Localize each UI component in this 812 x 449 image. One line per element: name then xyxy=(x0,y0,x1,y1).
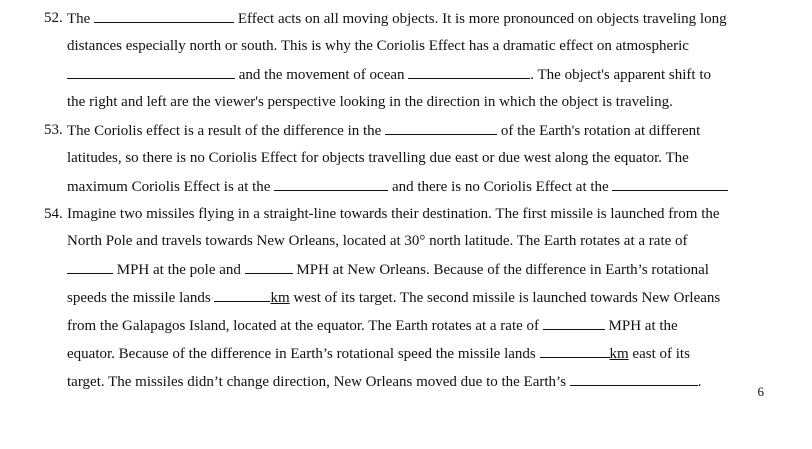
question-52-line-3 xyxy=(67,65,711,84)
question-53-line-1 xyxy=(67,121,700,140)
question-52-line-2: distances especially north or south. This is why the Coriolis Effect has a dramatic effect on atmospheric xyxy=(67,38,689,54)
question-53-number: 53. xyxy=(44,122,63,138)
q52-text: The xyxy=(67,11,91,27)
q53-text: of the Earth's rotation at different xyxy=(500,123,701,139)
q53-blank-3[interactable] xyxy=(612,177,728,191)
q52-blank-3[interactable] xyxy=(408,65,530,79)
q52-text: and the movement of ocean xyxy=(238,67,405,83)
q54-text: equator. Because of the difference in Earth’s rotational speed the missile lands xyxy=(67,346,536,362)
q52-blank-2[interactable] xyxy=(67,65,235,79)
q54-text: MPH at New Orleans. Because of the difference in Earth’s rotational xyxy=(296,262,709,278)
question-52-line-4: the right and left are the viewer's perspective looking in the direction in which the object is traveling. xyxy=(67,94,673,110)
page-number: 6 xyxy=(757,384,764,399)
q54-text: speeds the missile lands xyxy=(67,290,211,306)
question-52-line-1 xyxy=(67,9,727,28)
question-54-line-5 xyxy=(67,316,678,335)
question-54-number: 54. xyxy=(44,206,63,222)
q53-text: maximum Coriolis Effect is at the xyxy=(67,179,271,195)
q52-text: . The object's apparent shift to xyxy=(530,67,711,83)
q54-text: west of its target. The second missile is launched towards New Orleans xyxy=(293,290,721,306)
question-54-line-3 xyxy=(67,260,709,279)
q54-blank-6[interactable] xyxy=(570,372,698,386)
q54-blank-2[interactable] xyxy=(245,260,293,274)
question-54-line-1: Imagine two missiles flying in a straight-line towards their destination. The first missile is launched from the xyxy=(67,206,720,222)
q52-blank-1[interactable] xyxy=(94,9,234,23)
q53-blank-2[interactable] xyxy=(274,177,388,191)
question-53-line-2: latitudes, so there is no Coriolis Effect for objects travelling due east or due west along the equator. The xyxy=(67,150,689,166)
question-54-line-2: North Pole and travels towards New Orleans, located at 30° north latitude. The Earth rotates at a rate of xyxy=(67,233,688,249)
q54-unit-km: km xyxy=(270,290,290,306)
q54-text: east of its xyxy=(632,346,690,362)
q54-blank-1[interactable] xyxy=(67,260,113,274)
question-54-line-4 xyxy=(67,288,720,307)
q52-text: Effect acts on all moving objects. It is more pronounced on objects traveling long xyxy=(237,11,727,27)
q54-text: from the Galapagos Island, located at the equator. The Earth rotates at a rate of xyxy=(67,318,540,334)
q53-blank-1[interactable] xyxy=(385,121,497,135)
q53-text: and there is no Coriolis Effect at the xyxy=(391,179,609,195)
question-54-line-6 xyxy=(67,344,690,363)
q54-blank-4[interactable] xyxy=(543,316,605,330)
q54-blank-3[interactable] xyxy=(214,288,270,302)
q54-text: MPH at the pole and xyxy=(116,262,241,278)
q54-text: . xyxy=(697,374,702,390)
q53-text: The Coriolis effect is a result of the difference in the xyxy=(67,123,382,139)
q54-blank-5[interactable] xyxy=(540,344,610,358)
q54-unit-km: km xyxy=(609,346,629,362)
question-53-line-3 xyxy=(67,177,728,196)
question-52-number: 52. xyxy=(44,10,63,26)
q54-text: MPH at the xyxy=(608,318,678,334)
question-54-line-7 xyxy=(67,372,702,391)
q54-text: target. The missiles didn’t change direction, New Orleans moved due to the Earth’s xyxy=(67,374,567,390)
